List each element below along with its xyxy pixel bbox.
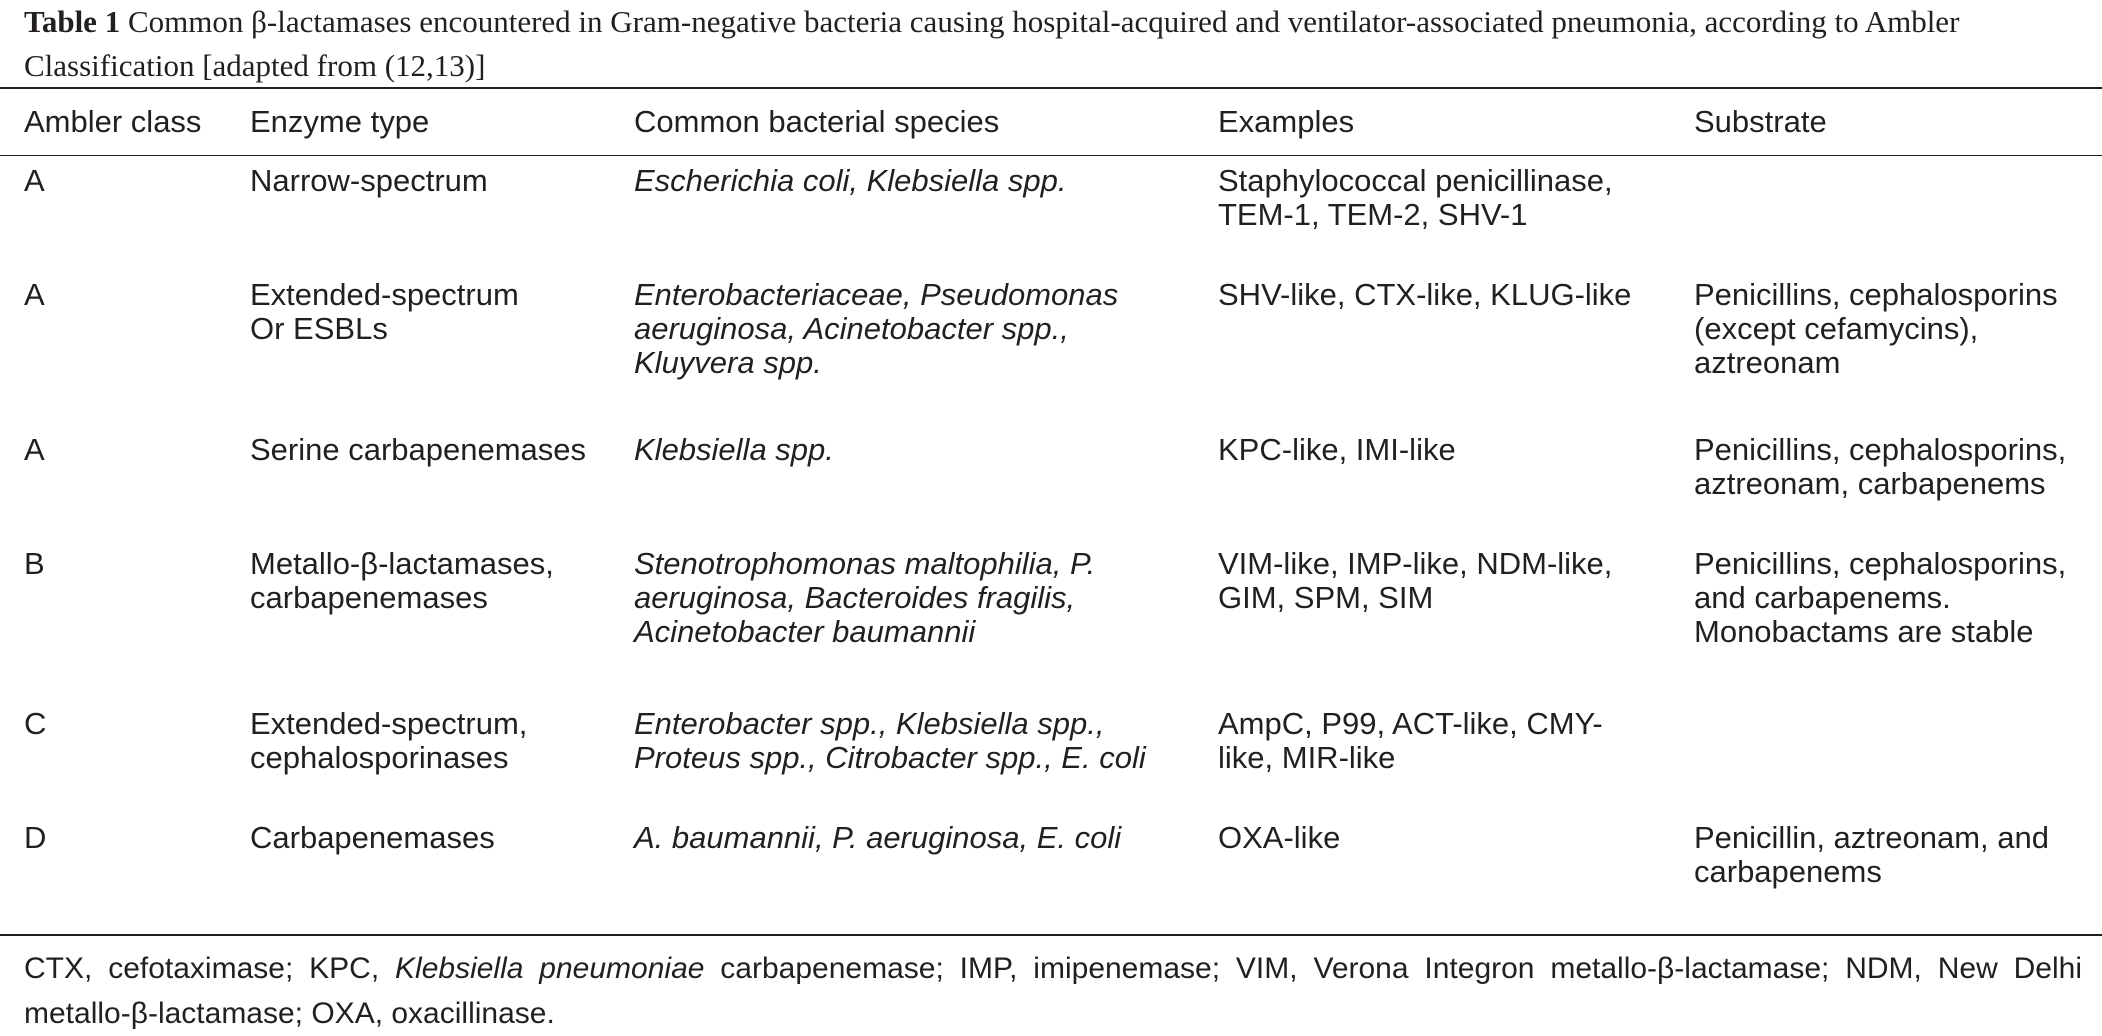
caption-text: Common β-lactamases encountered in Gram-negative bacteria causing hospital-acquired and ventilator-associated pneumonia, according to Ambler Classification [adapted from (12,13)] (24, 4, 1960, 83)
cell-examples-line: GIM, SPM, SIM (1218, 580, 1434, 615)
cell-examples (1218, 707, 1688, 775)
cell-examples-line: like, MIR-like (1218, 740, 1396, 775)
cell-species (634, 547, 1224, 649)
cell-ambler-class-line: B (24, 546, 45, 581)
cell-ambler-class (24, 547, 244, 581)
table-bottom-rule (0, 934, 2102, 936)
cell-enzyme-type-line: Or ESBLs (250, 311, 388, 346)
cell-examples (1218, 278, 1688, 312)
cell-ambler-class-line: A (24, 163, 45, 198)
cell-ambler-class (24, 433, 244, 467)
cell-examples (1218, 433, 1688, 467)
cell-enzyme-type-line: Narrow-spectrum (250, 163, 488, 198)
cell-substrate-line: Penicillins, cephalosporins (1694, 277, 2058, 312)
cell-examples-line: OXA-like (1218, 820, 1341, 855)
cell-substrate (1694, 821, 2094, 889)
table-caption (24, 0, 2084, 88)
cell-enzyme-type (250, 278, 630, 346)
cell-ambler-class (24, 164, 244, 198)
cell-enzyme-type (250, 707, 630, 775)
header-species: Common bacterial species (634, 104, 1000, 139)
cell-substrate-line: (except cefamycins), (1694, 311, 1979, 346)
cell-species-line: Enterobacteriaceae, Pseudomonas (634, 277, 1119, 312)
caption-label: Table 1 (24, 4, 121, 39)
cell-species-line: A. baumannii, P. aeruginosa, E. coli (634, 820, 1122, 855)
cell-substrate (1694, 547, 2094, 649)
cell-ambler-class (24, 707, 244, 741)
cell-ambler-class-line: D (24, 820, 47, 855)
cell-enzyme-type-line: carbapenemases (250, 580, 488, 615)
cell-ambler-class-line: A (24, 432, 45, 467)
cell-substrate-line: aztreonam, carbapenems (1694, 466, 2046, 501)
cell-examples-line: TEM-1, TEM-2, SHV-1 (1218, 197, 1528, 232)
cell-enzyme-type-line: Metallo-β-lactamases, (250, 546, 554, 581)
cell-enzyme-type-line: Serine carbapenemases (250, 432, 587, 467)
cell-enzyme-type (250, 821, 630, 855)
table-top-rule (0, 87, 2102, 89)
cell-examples-line: VIM-like, IMP-like, NDM-like, (1218, 546, 1613, 581)
cell-examples-line: KPC-like, IMI-like (1218, 432, 1456, 467)
cell-enzyme-type (250, 433, 630, 467)
cell-substrate (1694, 433, 2094, 501)
cell-examples-line: SHV-like, CTX-like, KLUG-like (1218, 277, 1632, 312)
cell-examples (1218, 164, 1688, 232)
cell-species-line: Enterobacter spp., Klebsiella spp., (634, 706, 1105, 741)
footnote-italic: Klebsiella pneumoniae (395, 952, 705, 985)
cell-examples (1218, 547, 1688, 615)
header-substrate: Substrate (1694, 104, 1827, 139)
cell-substrate-line: Monobactams are stable (1694, 614, 2034, 649)
cell-species-line: aeruginosa, Acinetobacter spp., (634, 311, 1069, 346)
table-header-rule (0, 155, 2102, 156)
cell-ambler-class-line: A (24, 277, 45, 312)
cell-ambler-class (24, 278, 244, 312)
cell-enzyme-type-line: Carbapenemases (250, 820, 495, 855)
table-footnote (24, 946, 2082, 1036)
cell-species-line: Kluyvera spp. (634, 345, 822, 380)
cell-substrate (1694, 278, 2094, 380)
cell-species (634, 164, 1224, 198)
cell-ambler-class (24, 821, 244, 855)
table-header-row (0, 99, 2102, 147)
cell-substrate-line: aztreonam (1694, 345, 1841, 380)
cell-species-line: Proteus spp., Citrobacter spp., E. coli (634, 740, 1146, 775)
cell-species (634, 707, 1224, 775)
cell-species-line: Stenotrophomonas maltophilia, P. (634, 546, 1096, 581)
cell-species-line: aeruginosa, Bacteroides fragilis, (634, 580, 1076, 615)
header-ambler-class: Ambler class (24, 104, 202, 139)
cell-enzyme-type (250, 164, 630, 198)
cell-species (634, 433, 1224, 467)
cell-substrate-line: Penicillin, aztreonam, and (1694, 820, 2049, 855)
cell-species-line: Acinetobacter baumannii (634, 614, 976, 649)
cell-ambler-class-line: C (24, 706, 47, 741)
header-enzyme-type: Enzyme type (250, 104, 430, 139)
cell-substrate-line: Penicillins, cephalosporins, (1694, 432, 2067, 467)
cell-species-line: Escherichia coli, Klebsiella spp. (634, 163, 1067, 198)
footnote-text-1: CTX, cefotaximase; KPC, (24, 952, 396, 985)
footnote-text-2: carbapenemase; IMP, imipenemase; VIM, Verona Integron metallo-β-lactamase; NDM, New Delhi metallo-β-lactamase; OXA, oxacillinase. (24, 952, 2082, 1030)
cell-enzyme-type-line: cephalosporinases (250, 740, 509, 775)
cell-examples (1218, 821, 1688, 855)
cell-examples-line: Staphylococcal penicillinase, (1218, 163, 1613, 198)
cell-substrate-line: Penicillins, cephalosporins, (1694, 546, 2067, 581)
cell-substrate-line: and carbapenems. (1694, 580, 1951, 615)
cell-examples-line: AmpC, P99, ACT-like, CMY- (1218, 706, 1603, 741)
cell-species (634, 821, 1224, 855)
cell-enzyme-type-line: Extended-spectrum, (250, 706, 528, 741)
cell-substrate-line: carbapenems (1694, 854, 1882, 889)
header-examples: Examples (1218, 104, 1355, 139)
cell-species-line: Klebsiella spp. (634, 432, 834, 467)
cell-species (634, 278, 1224, 380)
cell-enzyme-type-line: Extended-spectrum (250, 277, 519, 312)
cell-enzyme-type (250, 547, 630, 615)
